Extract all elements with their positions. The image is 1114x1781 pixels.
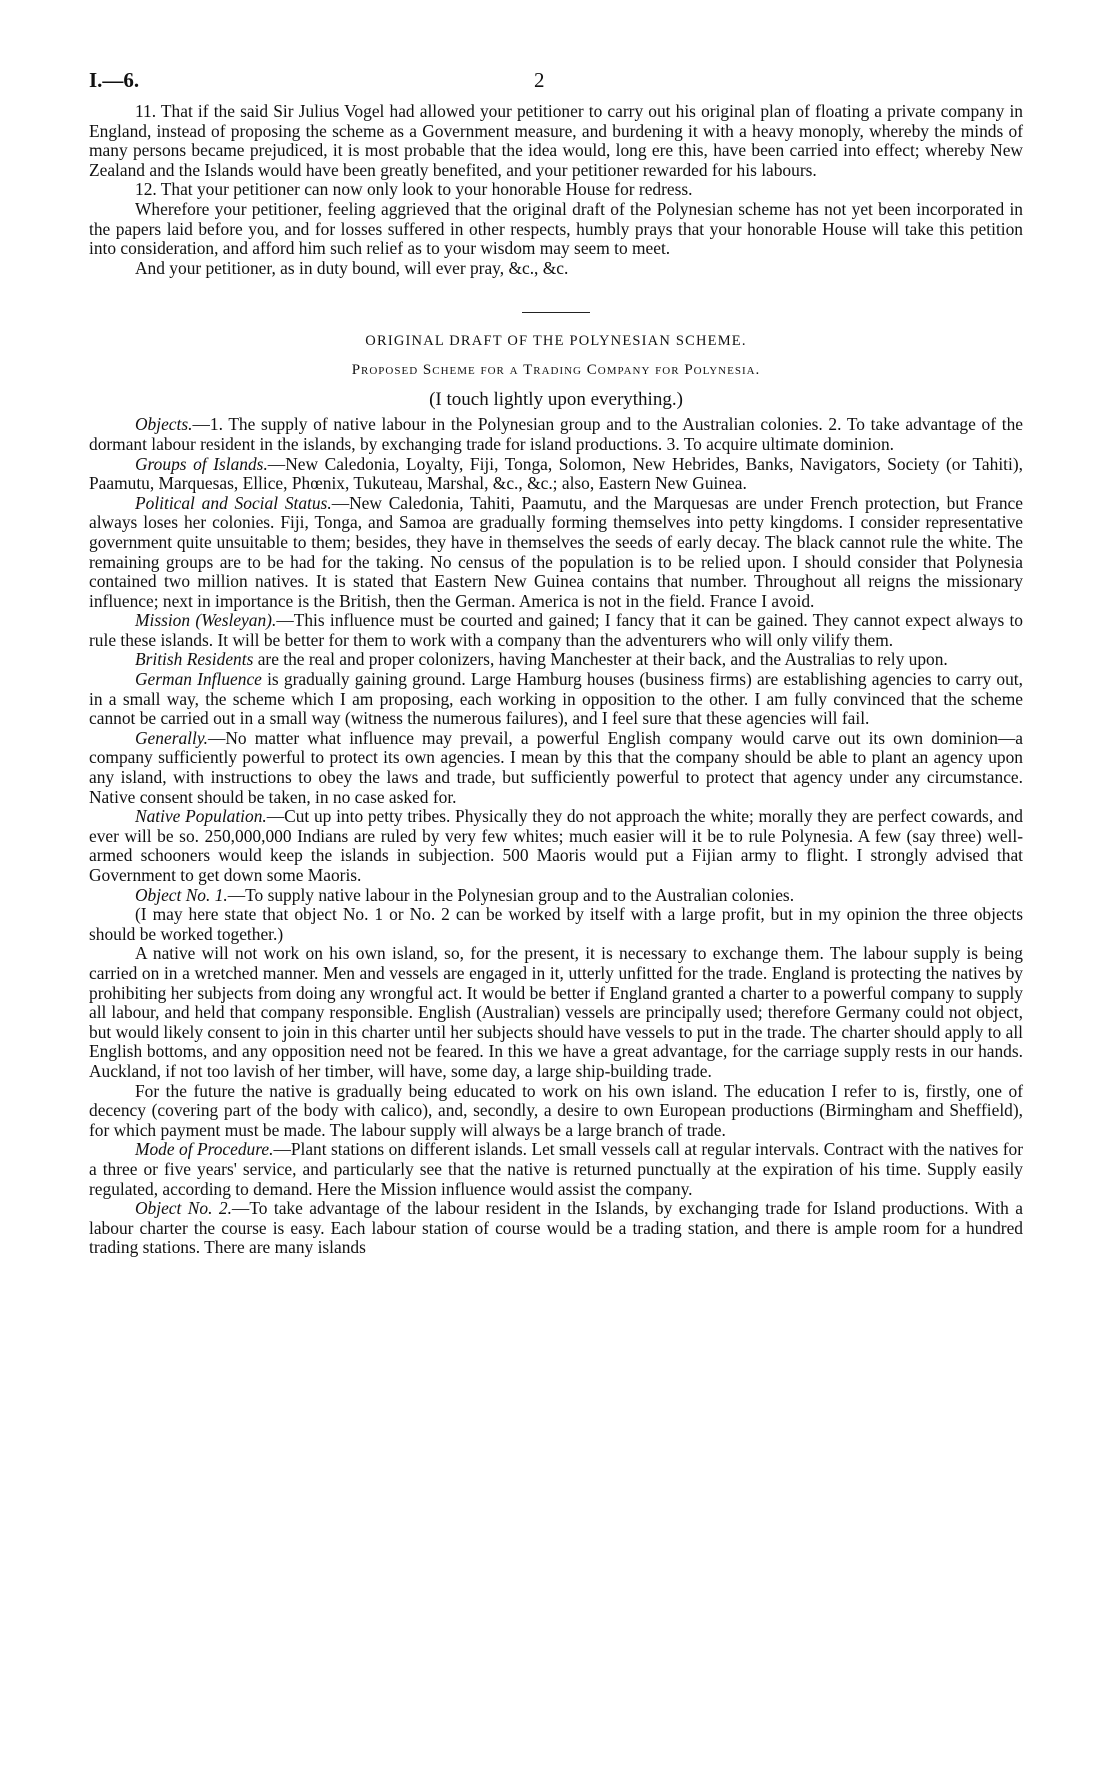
section-paragraph [89, 944, 1023, 1081]
section-heading: Mission (Wesleyan). [135, 610, 277, 631]
page-header [89, 66, 1023, 102]
scheme-aside: (I touch lightly upon everything.) [429, 389, 683, 411]
petition-prayer: Wherefore your petitioner, feeling aggrieved that the original draft of the Polynesian scheme has not yet been incorporated in the papers laid before you, and for losses suffered in other respects, humbly prays that your honorable House will take this petition into consideration, and afford him such relief as to your wisdom may seem to meet. [89, 198, 1023, 259]
page-number: 2 [534, 68, 545, 92]
section-heading: Mode of Procedure. [135, 1139, 274, 1160]
section-text: —This influence must be courted and gained; I fancy that it can be gained. They cannot expect always to rule these islands. It will be better for them to work with a company than the adventurers who will only vilify them. [89, 610, 1023, 650]
section-paragraph [89, 455, 1023, 494]
section-text: —To take advantage of the labour resident in the Islands, by exchanging trade for Island productions. With a labour charter the course is easy. Each labour station of course would be a trading station, and there is ample room for a hundred trading stations. There are many islands [89, 1198, 1023, 1258]
section-paragraph [89, 1082, 1023, 1141]
section-paragraph [89, 650, 1023, 670]
document-page [89, 66, 1023, 1258]
section-text: are the real and proper colonizers, having Manchester at their back, and the Australias to rely upon. [253, 649, 948, 670]
section-divider [522, 312, 590, 313]
section-paragraph [89, 729, 1023, 807]
section-heading: Object No. 2. [135, 1198, 232, 1219]
section-paragraph [89, 670, 1023, 729]
section-text: For the future the native is gradually being educated to work on his own island. The education I refer to is, firstly, one of decency (covering part of the body with calico), and, secondly, a desire to own European productions (Birmingham and Sheffield), for which payment must be made. The labour supply will always be a large branch of trade. [89, 1080, 1023, 1140]
section-heading: German Influence [135, 669, 262, 690]
section-text: A native will not work on his own island, so, for the present, it is necessary to exchange them. The labour supply is being carried on in a wretched manner. Men and vessels are engaged in it, utterly unfitted for the trade. England is protecting the natives by prohibiting her subjects from doing any wrongful act. It would be better if England granted a charter to a powerful company to supply all labour, and held that company responsible. English (Australian) vessels are principally used; therefore Germany could not object, but would likely consent to join in this charter until her subjects should have vessels to put in the trade. The charter should apply to all English bottoms, and any opposition need not be feared. In this we have a great advantage, for the carriage supply rests in our hands. Auckland, if not too lavish of her timber, will have, some day, a large ship-building trade. [89, 943, 1023, 1081]
section-heading: Generally. [135, 727, 208, 748]
document-reference: I.—6. [89, 68, 140, 92]
section-paragraph [89, 1140, 1023, 1199]
section-text: —Cut up into petty tribes. Physically they do not approach the white; morally they are perfect cowards, and ever will be so. 250,000,000 Indians are ruled by very few whites; much easier will it be to rule Polynesia. A few (say three) well-armed schooners would keep the islands in subjection. 500 Maoris would put a Fijian army to flight. I strongly advised that Government to get down some Maoris. [89, 806, 1023, 885]
section-text: —1. The supply of native labour in the Polynesian group and to the Australian colonies. 2. To take advantage of the dormant labour resident in the islands, by exchanging trade for island productions. 3. To acquire ultimate dominion. [89, 414, 1023, 454]
section-heading: Political and Social Status. [135, 492, 332, 513]
section-text: —New Caledonia, Loyalty, Fiji, Tonga, Solomon, New Hebrides, Banks, Navigators, Society (or Tahiti), Paamutu, Marquesas, Ellice, Phœnix, Tukuteau, Marshal, &c., &c.; also, Eastern New Guinea. [89, 453, 1023, 494]
section-paragraph [89, 905, 1023, 944]
section-paragraph [89, 494, 1023, 612]
section-text: —Plant stations on different islands. Let small vessels call at regular intervals. Contract with the natives for a three or five years' service, and particularly see that the native is returned punctually at the expiration of his time. Supply easily regulated, according to demand. Here the Mission influence would assist the company. [89, 1139, 1023, 1199]
section-paragraph [89, 1199, 1023, 1258]
section-text: is gradually gaining ground. Large Hamburg houses (business firms) are establishing agencies to carry out, in a small way, the scheme which I am proposing, each working in opposition to the other. I am fully convinced that the scheme cannot be carried out in a small way (witness the numerous failures), and I feel sure that these agencies will fail. [89, 669, 1023, 729]
section-paragraph [89, 611, 1023, 650]
section-text: (I may here state that object No. 1 or No. 2 can be worked by itself with a large profit, but in my opinion the three objects should be worked together.) [89, 904, 1023, 944]
section-paragraph [89, 886, 1023, 906]
section-heading: British Residents [135, 649, 254, 670]
petition-paragraph-12: 12. That your petitioner can now only look to your honorable House for redress. [135, 179, 693, 200]
section-text: —New Caledonia, Tahiti, Paamutu, and the Marquesas are under French protection, but France always loses her colonies. Fiji, Tonga, and Samoa are gradually forming themselves into petty kingdoms. I consider representative government quite unsuitable to them; besides, they have in themselves the seeds of early decay. The black cannot rule the white. The remaining groups are to be had for the taking. No census of the population is to be relied upon. I should consider that Polynesia contained two million natives. It is stated that Eastern New Guinea contains that number. Throughout all reigns the missionary influence; next in importance is the British, then the German. America is not in the field. France I avoid. [89, 492, 1023, 611]
section-text: —No matter what influence may prevail, a powerful English company would carve out its own dominion—a company sufficiently powerful to protect its own agencies. I mean by this that the company should be able to plant an agency upon any island, with instructions to obey the laws and trade, but sufficiently powerful to protect that agency under any circumstance. Native consent should be taken, in no case asked for. [89, 727, 1023, 807]
scheme-subtitle: Proposed Scheme for a Trading Company for Polynesia. [351, 362, 761, 379]
section-paragraph [89, 807, 1023, 885]
section-heading: Groups of Islands. [135, 453, 268, 474]
section-paragraph [89, 415, 1023, 454]
section-heading: Objects. [135, 414, 193, 435]
petition-paragraph-11: 11. That if the said Sir Julius Vogel had allowed your petitioner to carry out his original plan of floating a private company in England, instead of proposing the scheme as a Government measure, and burdening it with a heavy monoply, whereby the minds of many persons became prejudiced, it is most probable that the idea would, long ere this, have been carried into effect; whereby New Zealand and the Islands would have been greatly benefited, and your petitioner rewarded for his labours. [89, 101, 1023, 180]
section-heading: Object No. 1. [135, 884, 228, 905]
scheme-title: ORIGINAL DRAFT OF THE POLYNESIAN SCHEME. [365, 333, 747, 350]
section-heading: Native Population. [135, 806, 267, 827]
petition-closing: And your petitioner, as in duty bound, will ever pray, &c., &c. [135, 257, 569, 278]
section-text: —To supply native labour in the Polynesian group and to the Australian colonies. [227, 884, 795, 905]
